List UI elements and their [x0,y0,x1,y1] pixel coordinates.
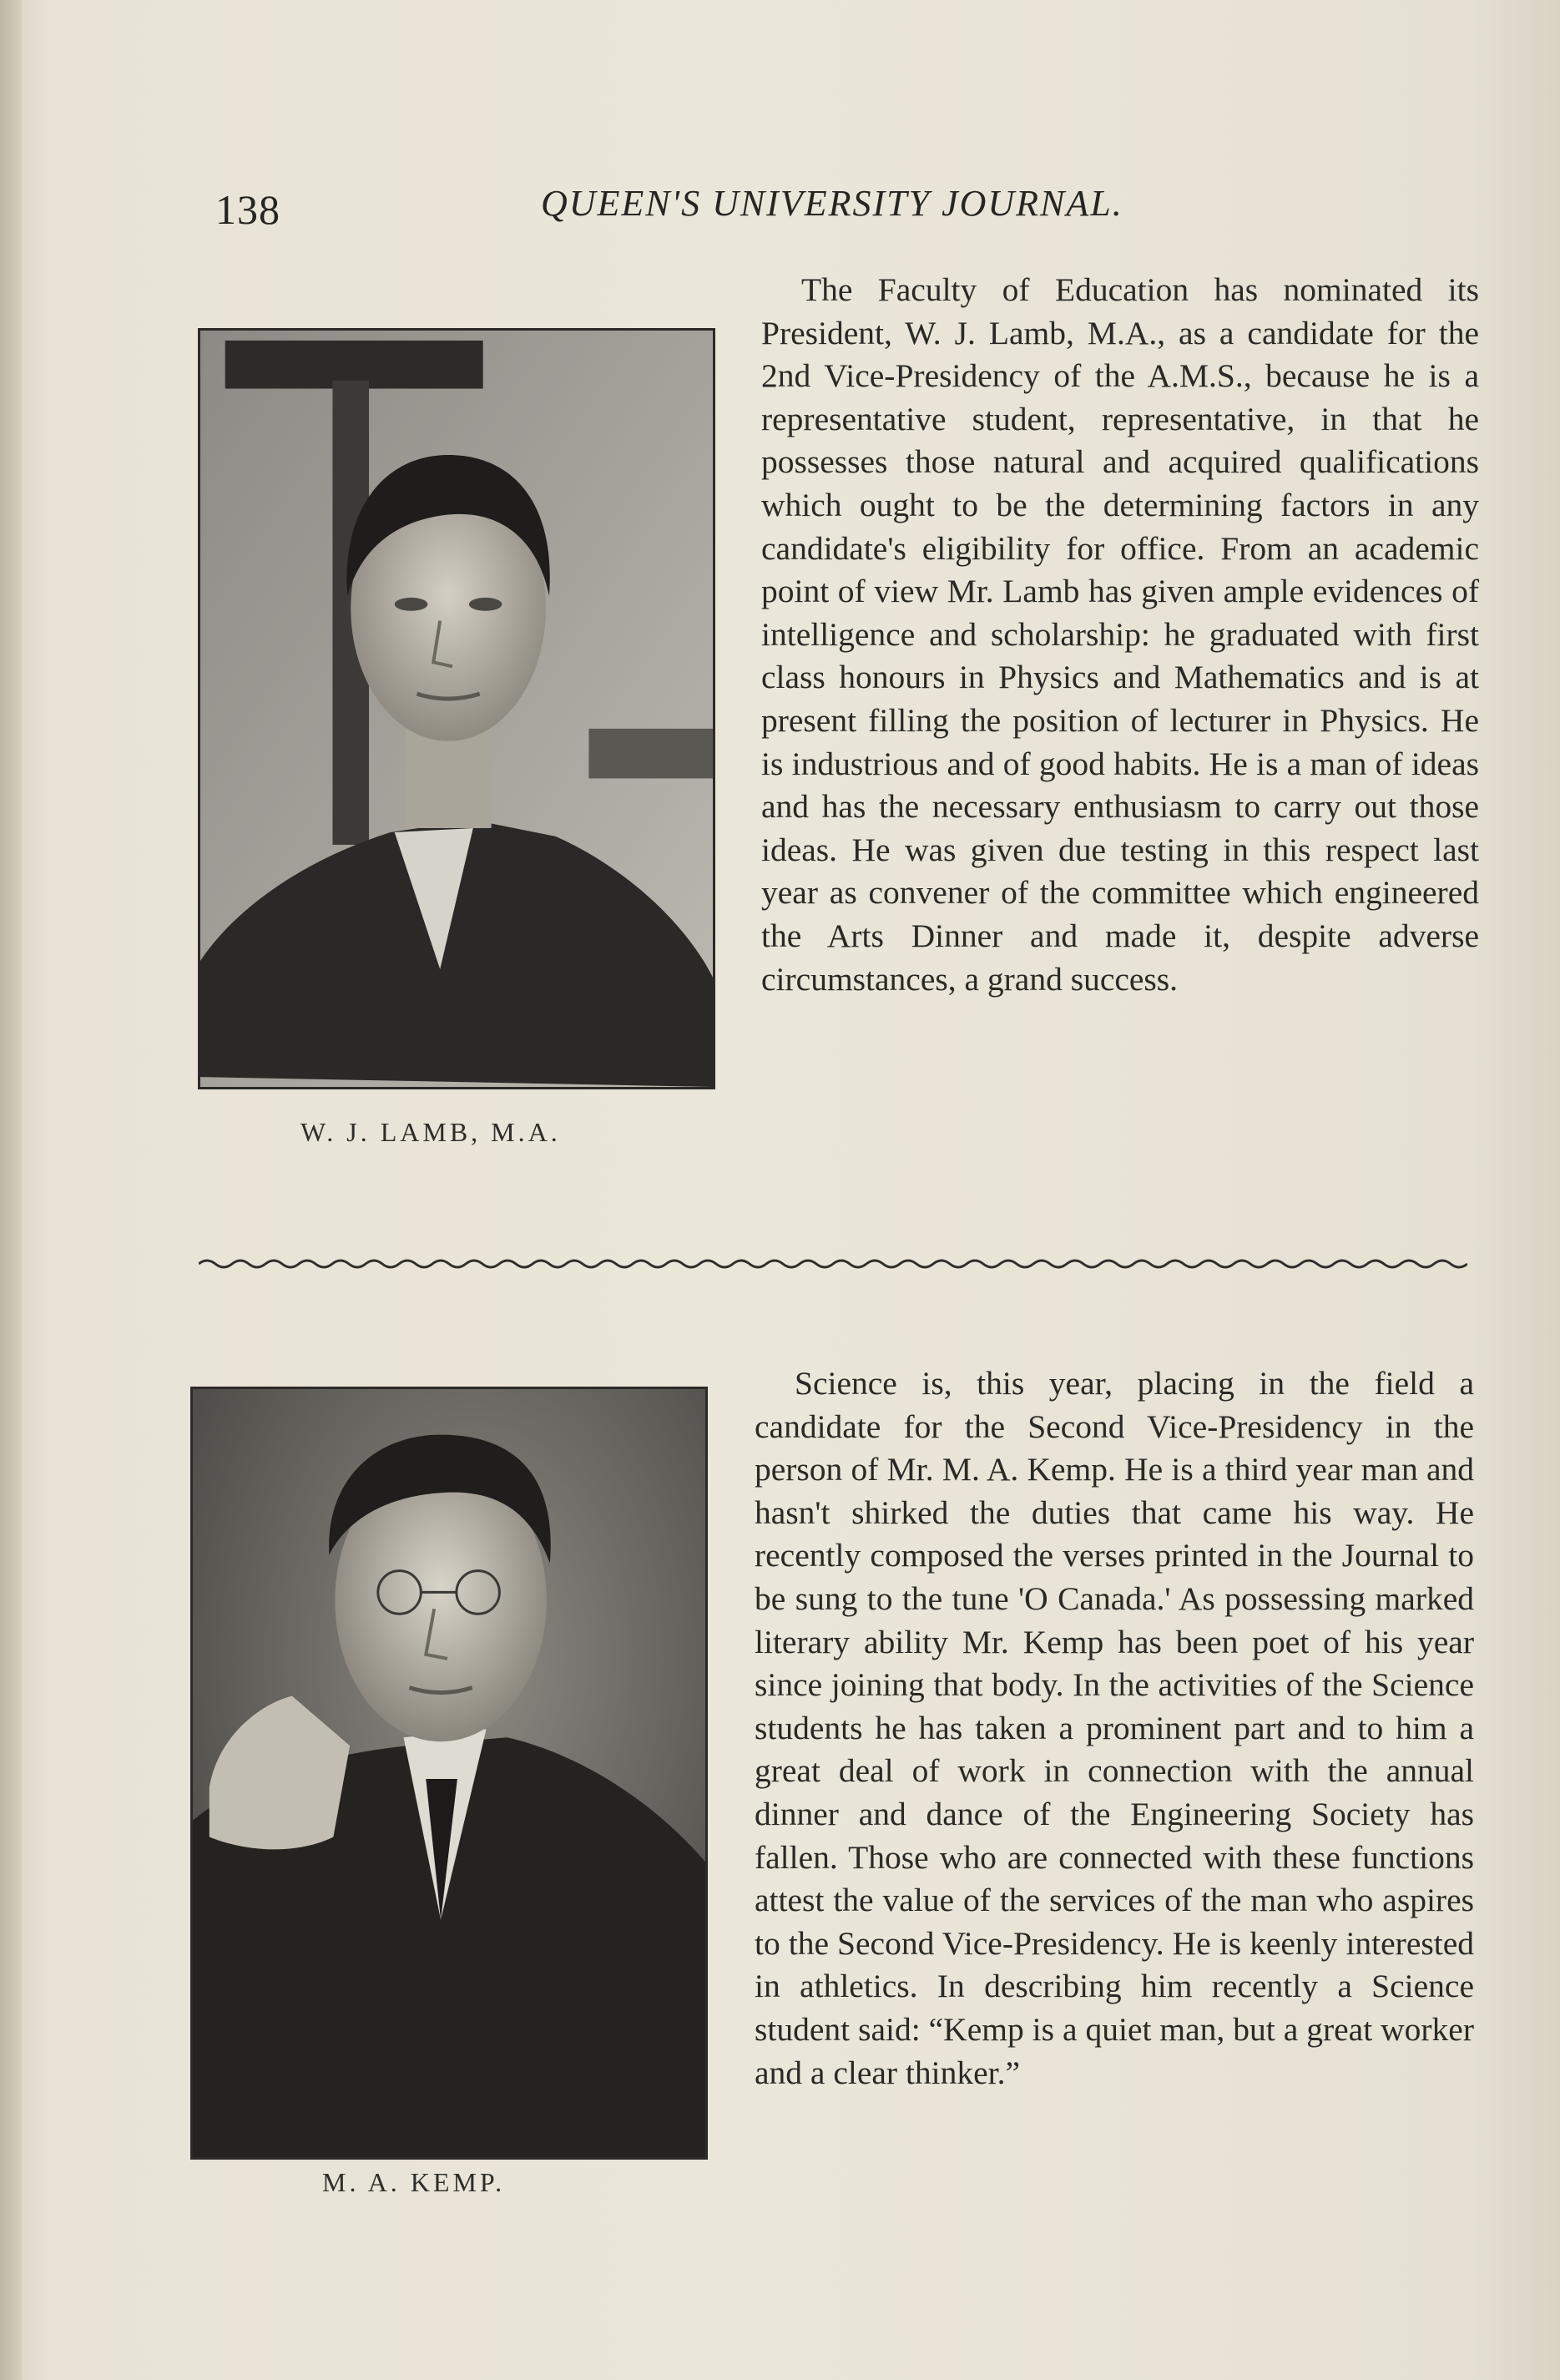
article-lamb-text: The Faculty of Education has nominated its President, W. J. Lamb, M.A., as a candidate for the 2nd Vice-Presidency of the A.M.S., because he is a representative student, representative, in that he possesses those natural and acquired qualifications which ought to be the determining factors in any candidate's eligibility for office. From an academic point of view Mr. Lamb has given ample evidences of intelligence and scholarship: he graduated with first class honours in Physics and Mathematics and is at present filling the position of lecturer in Physics. He is industrious and of good habits. He is a man of ideas and has the necessary enthusiasm to carry out those ideas. He was given due testing in this respect last year as convener of the committee which engineered the Arts Dinner and made it, despite adverse circumstances, a grand success. [761,271,1479,998]
article-kemp-text: Science is, this year, placing in the field a candidate for the Second Vice-Presidency in the person of Mr. M. A. Kemp. He is a third year man and hasn't shirked the duties that came his way. He recently composed the verses printed in the Journal to be sung to the tune 'O Canada.' As possessing marked literary ability Mr. Kemp has been poet of his year since joining that body. In the activities of the Science students he has taken a prominent part and to him a great deal of work in connection with the annual dinner and dance of the Engineering Society has fallen. Those who are connected with these functions attest the value of the services of the man who aspires to the Second Vice-Presidency. He is keenly interested in athletics. In describing him recently a Science student said: “Kemp is a quiet man, but a great worker and a clear thinker.” [755,1365,1474,2091]
page-gutter [0,0,22,2380]
photo-caption-kemp: M. A. KEMP. [322,2167,506,2197]
page-number: 138 [215,186,280,233]
running-head-title: QUEEN'S UNIVERSITY JOURNAL. [541,183,1123,224]
article-kemp [755,1362,1474,2095]
portrait-photo-kemp [190,1387,708,2160]
photo-caption-lamb: W. J. LAMB, M.A. [300,1117,561,1147]
portrait-photo-lamb [198,328,715,1089]
section-divider [199,1254,1467,1274]
article-lamb [761,269,1479,1001]
